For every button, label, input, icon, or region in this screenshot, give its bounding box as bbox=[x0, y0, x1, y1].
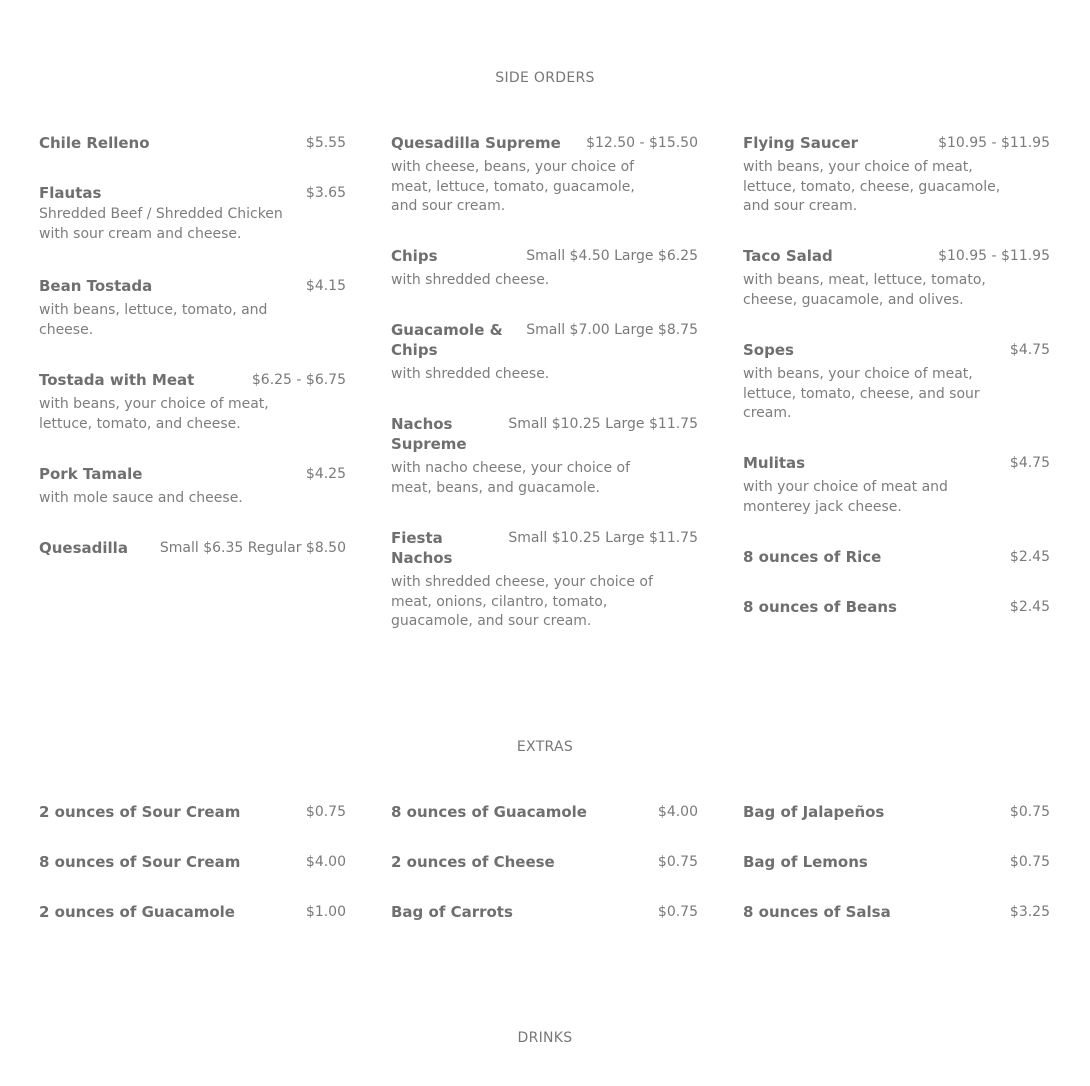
item-name: Quesadilla Supreme bbox=[391, 134, 561, 152]
item-price: $1.00 bbox=[305, 904, 346, 920]
item-description: with beans, your choice of meat, lettuce, tomato, and cheese. bbox=[39, 396, 269, 432]
item-description: with beans, meat, lettuce, tomato, cheese, guacamole, and olives. bbox=[743, 272, 986, 308]
item-description: with cheese, beans, your choice of meat, lettuce, tomato, guacamole, and sour cream. bbox=[391, 159, 635, 214]
item-price: $4.75 bbox=[1009, 455, 1050, 471]
menu-item bbox=[743, 133, 1050, 217]
item-name: 8 ounces of Rice bbox=[743, 548, 882, 566]
menu-item bbox=[391, 528, 698, 632]
item-name: 2 ounces of Guacamole bbox=[39, 903, 235, 921]
menu-item bbox=[743, 802, 1050, 822]
item-price: $10.95 - $11.95 bbox=[938, 135, 1050, 151]
item-description: with shredded cheese. bbox=[391, 272, 550, 288]
item-description: with beans, lettuce, tomato, and cheese. bbox=[39, 302, 268, 338]
item-price: $6.25 - $6.75 bbox=[251, 372, 346, 388]
menu-item bbox=[391, 802, 698, 822]
menu-item bbox=[39, 538, 346, 558]
item-price: $0.75 bbox=[657, 854, 698, 870]
item-description: with shredded cheese, your choice of meat, onions, cilantro, tomato, guacamole, and sour cream. bbox=[391, 574, 653, 629]
item-description: with beans, your choice of meat, lettuce, tomato, cheese, guacamole, and sour cream. bbox=[743, 159, 1001, 214]
menu-item bbox=[743, 852, 1050, 872]
item-name: Flying Saucer bbox=[743, 134, 859, 152]
item-name: Quesadilla bbox=[39, 539, 128, 557]
section-title-side-orders: SIDE ORDERS bbox=[495, 70, 595, 86]
item-price: $2.45 bbox=[1009, 599, 1050, 615]
item-name: 8 ounces of Beans bbox=[743, 598, 897, 616]
item-price: Small $4.50 Large $6.25 bbox=[526, 248, 698, 264]
item-price: $4.00 bbox=[657, 804, 698, 820]
item-description: with nacho cheese, your choice of meat, beans, and guacamole. bbox=[391, 460, 631, 496]
menu-item bbox=[39, 133, 346, 153]
item-name: Fiesta Nachos bbox=[391, 529, 453, 567]
item-price: $0.75 bbox=[657, 904, 698, 920]
item-price: Small $6.35 Regular $8.50 bbox=[159, 540, 346, 556]
item-description: with beans, your choice of meat, lettuce, tomato, cheese, and sour cream. bbox=[743, 366, 980, 421]
item-name: Nachos Supreme bbox=[391, 415, 467, 453]
item-description: with mole sauce and cheese. bbox=[39, 490, 243, 506]
item-name: Bag of Carrots bbox=[391, 903, 513, 921]
item-price: $0.75 bbox=[305, 804, 346, 820]
item-price: $10.95 - $11.95 bbox=[938, 248, 1050, 264]
item-name: Bag of Jalapeños bbox=[743, 803, 885, 821]
item-price: $0.75 bbox=[1009, 854, 1050, 870]
item-description: Shredded Beef / Shredded Chicken with sour cream and cheese. bbox=[39, 206, 283, 242]
menu-item bbox=[743, 547, 1050, 567]
item-name: Mulitas bbox=[743, 454, 806, 472]
menu-item bbox=[743, 597, 1050, 617]
item-name: 2 ounces of Cheese bbox=[391, 853, 555, 871]
item-name: Chips bbox=[391, 247, 438, 265]
menu-item bbox=[391, 320, 698, 385]
menu-item bbox=[39, 464, 346, 509]
item-name: Bean Tostada bbox=[39, 277, 153, 295]
menu-item bbox=[391, 902, 698, 922]
item-price: $4.25 bbox=[305, 466, 346, 482]
item-name: Pork Tamale bbox=[39, 465, 143, 483]
item-name: Chile Relleno bbox=[39, 134, 150, 152]
menu-item bbox=[39, 902, 346, 922]
section-title-extras: EXTRAS bbox=[516, 739, 574, 755]
section-title-drinks: DRINKS bbox=[517, 1030, 573, 1046]
item-name: Tostada with Meat bbox=[39, 371, 195, 389]
item-price: $3.25 bbox=[1009, 904, 1050, 920]
item-name: Taco Salad bbox=[743, 247, 833, 265]
item-description: with shredded cheese. bbox=[391, 366, 550, 382]
menu-item bbox=[743, 453, 1050, 517]
item-price: $4.00 bbox=[305, 854, 346, 870]
item-price: $4.75 bbox=[1009, 342, 1050, 358]
item-name: 8 ounces of Salsa bbox=[743, 903, 891, 921]
item-name: 8 ounces of Sour Cream bbox=[39, 853, 241, 871]
menu-item bbox=[39, 276, 346, 340]
item-description: with your choice of meat and monterey jack cheese. bbox=[743, 479, 948, 515]
menu-item bbox=[743, 902, 1050, 922]
item-price: Small $10.25 Large $11.75 bbox=[508, 530, 698, 546]
menu-item bbox=[743, 340, 1050, 424]
menu-item bbox=[391, 246, 698, 291]
item-price: $5.55 bbox=[305, 135, 346, 151]
item-name: 2 ounces of Sour Cream bbox=[39, 803, 241, 821]
item-price: $4.15 bbox=[305, 278, 346, 294]
menu-item bbox=[39, 370, 346, 434]
item-name: 8 ounces of Guacamole bbox=[391, 803, 587, 821]
item-price: Small $10.25 Large $11.75 bbox=[508, 416, 698, 432]
item-name: Guacamole & Chips bbox=[391, 321, 503, 359]
menu-item bbox=[39, 802, 346, 822]
item-price: $0.75 bbox=[1009, 804, 1050, 820]
menu-item bbox=[391, 133, 698, 217]
item-price: $3.65 bbox=[305, 185, 346, 201]
item-price: $2.45 bbox=[1009, 549, 1050, 565]
menu-item bbox=[391, 414, 698, 498]
item-price: Small $7.00 Large $8.75 bbox=[526, 322, 698, 338]
menu-item bbox=[391, 852, 698, 872]
menu-item bbox=[39, 852, 346, 872]
menu-item bbox=[743, 246, 1050, 310]
menu-item bbox=[39, 183, 346, 244]
item-name: Sopes bbox=[743, 341, 794, 359]
item-name: Flautas bbox=[39, 184, 102, 202]
item-name: Bag of Lemons bbox=[743, 853, 868, 871]
item-price: $12.50 - $15.50 bbox=[586, 135, 698, 151]
